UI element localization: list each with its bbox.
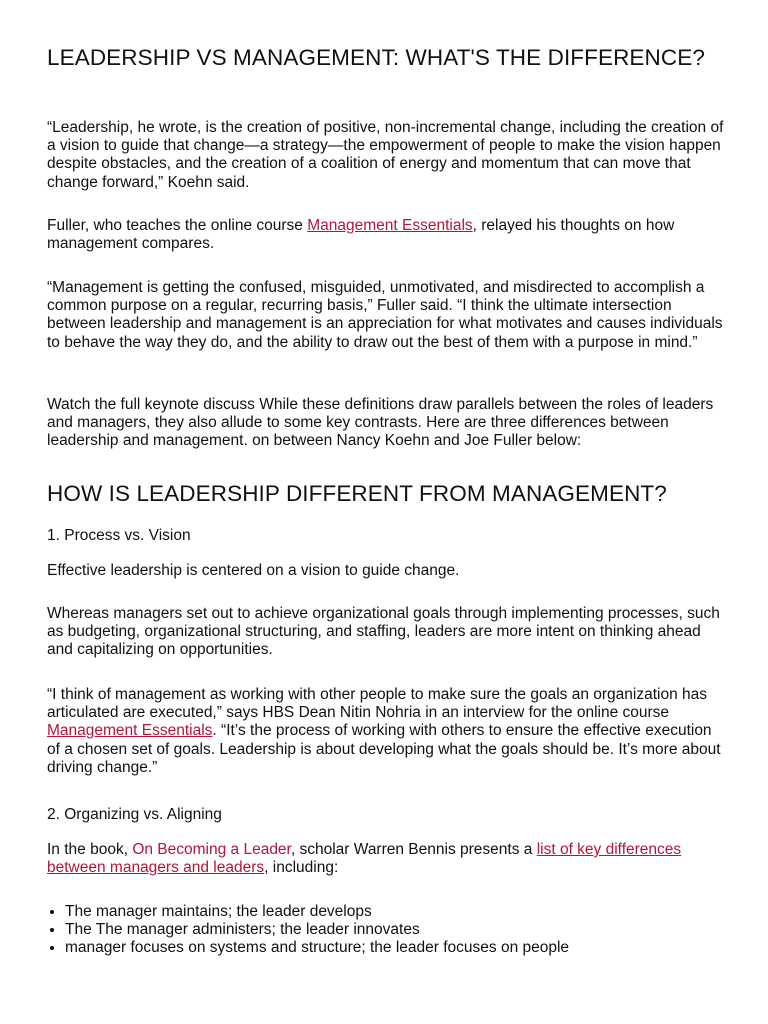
list-item: • The The manager administers; the leader innovates: [65, 921, 728, 939]
text-segment: In the book,: [47, 841, 133, 858]
list-item: • manager focuses on systems and structure; the leader focuses on people: [65, 939, 728, 957]
paragraph-bennis: [47, 841, 728, 877]
key-differences-link[interactable]: list of key differences between managers and leaders: [47, 841, 682, 877]
text-segment: , scholar Warren Bennis presents a: [290, 841, 537, 858]
management-essentials-link-2[interactable]: Management Essentials: [47, 722, 213, 740]
subheading-organizing-vs-aligning: 2. Organizing vs. Aligning: [47, 806, 222, 823]
subheading-process-vs-vision: 1. Process vs. Vision: [47, 527, 191, 544]
management-essentials-link[interactable]: Management Essentials: [307, 217, 473, 234]
book-title-on-becoming-a-leader: On Becoming a Leader: [132, 841, 291, 858]
paragraph-whereas-managers: Whereas managers set out to achieve organizational goals through implementing processes, such as budgeting, organizational structuring, and staffing, leaders are more intent on thinking ahead and capitalizing on opportunities.: [47, 605, 720, 659]
paragraph-koehn-quote: “Leadership, he wrote, is the creation of positive, non-incremental change, including the creation of a vision to guide that change—a strategy—the empowerment of people to make the vision happen despite obstacles, and the creation of a coalition of energy and momentum that can move that change forward,” Koehn said.: [47, 119, 724, 191]
text-segment: “I think of management as working with other people to make sure the goals an organization has articulated are executed,” says HBS Dean Nitin Nohria in an interview for the online course: [47, 686, 707, 722]
paragraph-nohria-quote: [47, 686, 728, 777]
text-segment: , relayed his thoughts on how management compares.: [47, 217, 675, 253]
heading-leadership-vs-management: LEADERSHIP VS MANAGEMENT: WHAT'S THE DIFFERENCE?: [47, 45, 705, 70]
bennis-differences-list: [47, 903, 728, 958]
paragraph-keynote: Watch the full keynote discuss While these definitions draw parallels between the roles of leaders and managers, they also allude to some key contrasts. Here are three differences between leadership and management. on between Nancy Koehn and Joe Fuller below:: [47, 396, 714, 450]
text-segment: , including:: [264, 859, 339, 877]
text-segment: . “It’s the process of working with others to ensure the effective execution of a chosen set of goals. Leadership is about developing what the goals should be. It’s more about driving change.”: [47, 722, 721, 776]
paragraph-fuller-quote: “Management is getting the confused, misguided, unmotivated, and misdirected to accomplish a common purpose on a regular, recurring basis,” Fuller said. “I think the ultimate intersection between leadership and management is an appreciation for what motivates and causes individuals to behave the way they do, and the ability to draw out the best of them with a purpose in mind.”: [47, 279, 723, 351]
paragraph-fuller-intro: [47, 217, 728, 253]
heading-how-is-leadership-different: HOW IS LEADERSHIP DIFFERENT FROM MANAGEMENT?: [47, 481, 667, 506]
paragraph-effective-leadership: Effective leadership is centered on a vision to guide change.: [47, 562, 460, 579]
list-item: • The manager maintains; the leader develops: [65, 903, 728, 921]
text-segment: Fuller, who teaches the online course: [47, 217, 308, 234]
